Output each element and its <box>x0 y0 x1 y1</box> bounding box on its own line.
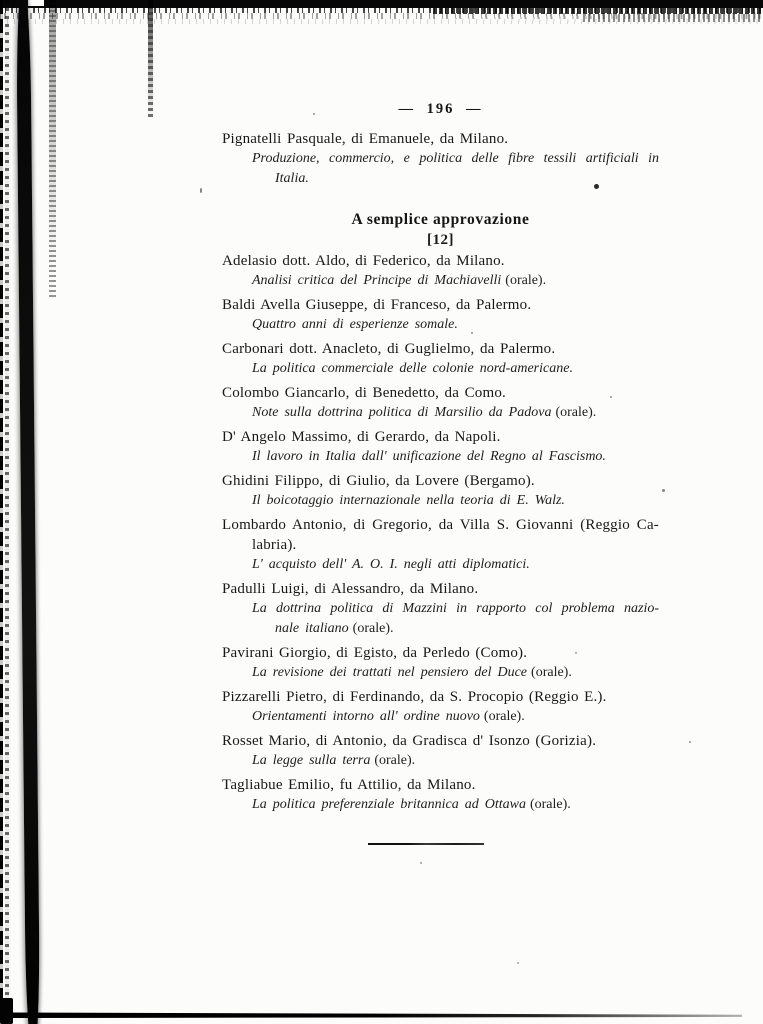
scan-artifact-binding-bar <box>5 0 9 1024</box>
entry-name-line: labria). <box>252 537 297 553</box>
scan-artifact-top-notch <box>28 0 44 6</box>
entry-thesis-line <box>252 751 659 771</box>
thesis-title-text: Il boicotaggio internazionale nella teoria di E. Walz. <box>252 493 565 508</box>
scan-artifact-top-noise <box>0 13 763 19</box>
scan-artifact-bottom-edge <box>10 1012 742 1018</box>
catalog-entry <box>222 129 659 189</box>
entry-list <box>222 251 659 819</box>
entry-name-line: Padulli Luigi, di Alessandro, da Milano. <box>222 581 479 597</box>
ink-speck <box>200 188 202 193</box>
entry-thesis-line <box>252 555 659 575</box>
entry-thesis-line <box>252 315 659 335</box>
entry-name-line: Tagliabue Emilio, fu Attilio, da Milano. <box>222 777 476 793</box>
scan-artifact-streak <box>148 0 153 118</box>
catalog-entry <box>222 339 659 379</box>
entry-thesis-line <box>252 271 659 291</box>
thesis-title-text: L' acquisto dell' A. O. I. negli atti diplomatici. <box>252 557 530 572</box>
entry-thesis-line <box>252 707 659 727</box>
scan-artifact-top-noise <box>0 19 763 24</box>
thesis-title-text: La politica preferenziale britannica ad Ottawa <box>252 797 526 812</box>
catalog-entry <box>222 251 659 291</box>
catalog-entry <box>222 295 659 335</box>
oral-note: (orale). <box>531 665 572 680</box>
scan-artifact-top-right-noise <box>583 14 763 22</box>
scan-artifact-binding-bar <box>16 0 40 1024</box>
scan-artifact-binding-bar <box>0 0 3 1024</box>
catalog-entry <box>222 579 659 639</box>
entry-name-line: Pizzarelli Pietro, di Ferdinando, da S. Procopio (Reggio E.). <box>222 689 607 705</box>
entry-thesis-line <box>252 403 659 423</box>
thesis-title-text: La dottrina politica di Mazzini in rapporto col problema nazio- <box>252 601 659 616</box>
catalog-entry <box>222 687 659 727</box>
thesis-title-text: Orientamenti intorno all' ordine nuovo <box>252 709 480 724</box>
entry-name-line: Adelasio dott. Aldo, di Federico, da Milano. <box>222 253 505 269</box>
scan-artifact-corner-blob <box>0 998 13 1024</box>
page-number: — 196 — <box>398 101 483 117</box>
catalog-entry <box>222 471 659 511</box>
catalog-entry <box>222 427 659 467</box>
scan-artifact-top-edge <box>0 0 763 8</box>
thesis-title-text: Italia. <box>275 171 309 186</box>
ink-speck <box>689 741 691 743</box>
ink-speck <box>420 862 422 864</box>
entry-name-line: Pignatelli Pasquale, di Emanuele, da Milano. <box>222 131 509 147</box>
entry-thesis-line <box>275 169 659 189</box>
entry-thesis-line <box>252 795 659 815</box>
catalog-entry <box>222 643 659 683</box>
entry-thesis-line <box>252 663 659 683</box>
entry-thesis-line <box>252 149 659 169</box>
entry-name-line: Baldi Avella Giuseppe, di Franceso, da Palermo. <box>222 297 532 313</box>
catalog-entry <box>222 731 659 771</box>
entry-thesis-line <box>252 359 659 379</box>
catalog-entry <box>222 383 659 423</box>
section-heading: A semplice approvazione <box>351 211 530 228</box>
thesis-title-text: Il lavoro in Italia dall' unificazione del Regno al Fascismo. <box>252 449 606 464</box>
oral-note: (orale). <box>529 797 571 812</box>
thesis-title-text: Produzione, commercio, e politica delle fibre tessili artificiali in <box>252 151 659 166</box>
entry-name-line: Rosset Mario, di Antonio, da Gradisca d' Isonzo (Gorizia). <box>222 733 597 749</box>
ink-speck <box>662 489 665 492</box>
thesis-title-text: Quattro anni di esperienze somale. <box>252 317 458 332</box>
oral-note: (orale). <box>374 753 416 768</box>
ink-speck <box>517 962 519 964</box>
section-heading-block <box>222 210 659 250</box>
thesis-title-text: Analisi critica del Principe di Machiavelli <box>252 273 502 288</box>
entry-name-line: Carbonari dott. Anacleto, di Guglielmo, da Palermo. <box>222 341 556 357</box>
oral-note: (orale). <box>352 621 394 636</box>
entry-name-line: Pavirani Giorgio, di Egisto, da Perledo (Como). <box>222 645 528 661</box>
thesis-title-text: nale italiano <box>275 621 349 636</box>
oral-note: (orale). <box>483 709 525 724</box>
catalog-entry <box>222 515 659 575</box>
oral-note: (orale). <box>555 405 597 420</box>
oral-note: (orale). <box>505 273 547 288</box>
entry-thesis-line <box>275 619 659 639</box>
thesis-title-text: La revisione dei trattati nel pensiero del Duce <box>252 665 528 680</box>
thesis-title-text: La politica commerciale delle colonie nord-americane. <box>252 361 573 376</box>
entry-thesis-line <box>252 599 659 619</box>
entry-thesis-line <box>252 447 659 467</box>
scan-artifact-top-noise <box>0 8 763 13</box>
footer-rule <box>368 843 484 845</box>
thesis-title-text: La legge sulla terra <box>252 753 371 768</box>
catalog-entry <box>222 775 659 815</box>
thesis-title-text: Note sulla dottrina politica di Marsilio da Padova <box>252 405 552 420</box>
entry-thesis-line <box>252 491 659 511</box>
scan-artifact-top-right-noise <box>433 8 763 14</box>
entry-name-line: Lombardo Antonio, di Gregorio, da Villa S. Giovanni (Reggio Ca- <box>222 517 659 533</box>
entry-name-line: D' Angelo Massimo, di Gerardo, da Napoli. <box>222 429 501 445</box>
scan-artifact-binding-streak <box>49 0 56 300</box>
section-count: [12] <box>427 232 454 248</box>
intro-entry-list <box>222 129 659 193</box>
entry-name-line: Ghidini Filippo, di Giulio, da Lovere (Bergamo). <box>222 473 535 489</box>
entry-name-line: Colombo Giancarlo, di Benedetto, da Como. <box>222 385 506 401</box>
